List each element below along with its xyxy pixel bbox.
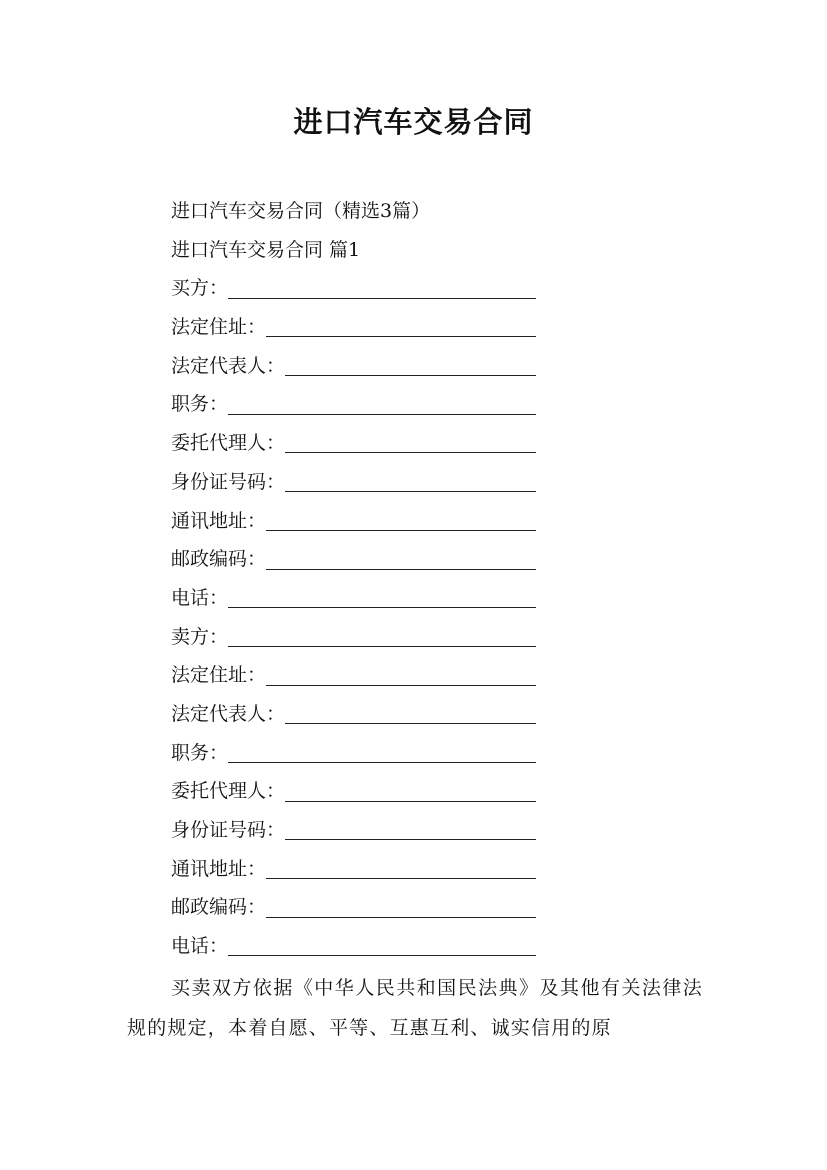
- seller-field-line: [171, 811, 536, 850]
- seller-fields: [171, 618, 536, 966]
- field-label: 通讯地址：: [171, 509, 267, 532]
- field-label: 卖方：: [171, 625, 229, 648]
- contract-header-lines: [171, 192, 536, 966]
- fill-in-blank: [228, 645, 536, 647]
- seller-field-line: [171, 695, 536, 734]
- fill-in-blank: [285, 838, 536, 840]
- seller-field-line: [171, 618, 536, 657]
- field-label: 电话：: [171, 586, 229, 609]
- seller-field-line: [171, 656, 536, 695]
- seller-field-line: [171, 772, 536, 811]
- buyer-field-line: [171, 502, 536, 541]
- fill-in-blank: [228, 297, 536, 299]
- buyer-field-line: [171, 579, 536, 618]
- buyer-field-line: [171, 540, 536, 579]
- fill-in-blank: [266, 568, 536, 570]
- field-label: 身份证号码：: [171, 470, 286, 493]
- field-label: 邮政编码：: [171, 896, 267, 919]
- fill-in-blank: [285, 490, 536, 492]
- seller-field-line: [171, 927, 536, 966]
- field-label: 法定住址：: [171, 664, 267, 687]
- seller-field-line: [171, 734, 536, 773]
- fill-in-blank: [266, 335, 536, 337]
- field-label: 身份证号码：: [171, 819, 286, 841]
- buyer-field-line: [171, 347, 536, 386]
- fill-in-blank: [228, 413, 536, 415]
- buyer-field-line: [171, 269, 536, 308]
- field-label: 法定代表人：: [171, 354, 286, 377]
- buyer-field-line: [171, 463, 536, 502]
- field-label: 职务：: [171, 393, 229, 416]
- buyer-fields: [171, 269, 536, 617]
- fill-in-blank: [285, 374, 536, 376]
- field-label: 买方：: [171, 277, 229, 300]
- document-title: 进口汽车交易合同: [293, 105, 534, 139]
- fill-in-blank: [228, 954, 536, 956]
- section-heading: 进口汽车交易合同 篇1: [171, 238, 361, 261]
- fill-in-blank: [266, 529, 536, 531]
- seller-field-line: [171, 888, 536, 927]
- field-label: 邮政编码：: [171, 548, 267, 571]
- fill-in-blank: [285, 722, 536, 724]
- fill-in-blank: [266, 916, 536, 918]
- buyer-field-line: [171, 308, 536, 347]
- fill-in-blank: [266, 877, 536, 879]
- fill-in-blank: [285, 800, 536, 802]
- fill-in-blank: [228, 606, 536, 608]
- field-label: 通讯地址：: [171, 857, 267, 880]
- field-label: 法定住址：: [171, 316, 267, 339]
- fill-in-blank: [266, 684, 536, 686]
- field-label: 委托代理人：: [171, 432, 286, 455]
- buyer-field-line: [171, 385, 536, 424]
- buyer-field-line: [171, 424, 536, 463]
- fill-in-blank: [228, 761, 536, 763]
- field-label: 委托代理人：: [171, 780, 286, 803]
- field-label: 法定代表人：: [171, 702, 286, 725]
- seller-field-line: [171, 850, 536, 889]
- field-label: 电话：: [171, 935, 229, 958]
- field-label: 职务：: [171, 741, 229, 764]
- fill-in-blank: [285, 451, 536, 453]
- document-subtitle: 进口汽车交易合同（精选3篇）: [171, 200, 431, 222]
- intro-paragraph: 买卖双方依据《中华人民共和国民法典》及其他有关法律法规的规定，本着自愿、平等、互惠互利、诚实信用的原: [127, 977, 703, 1039]
